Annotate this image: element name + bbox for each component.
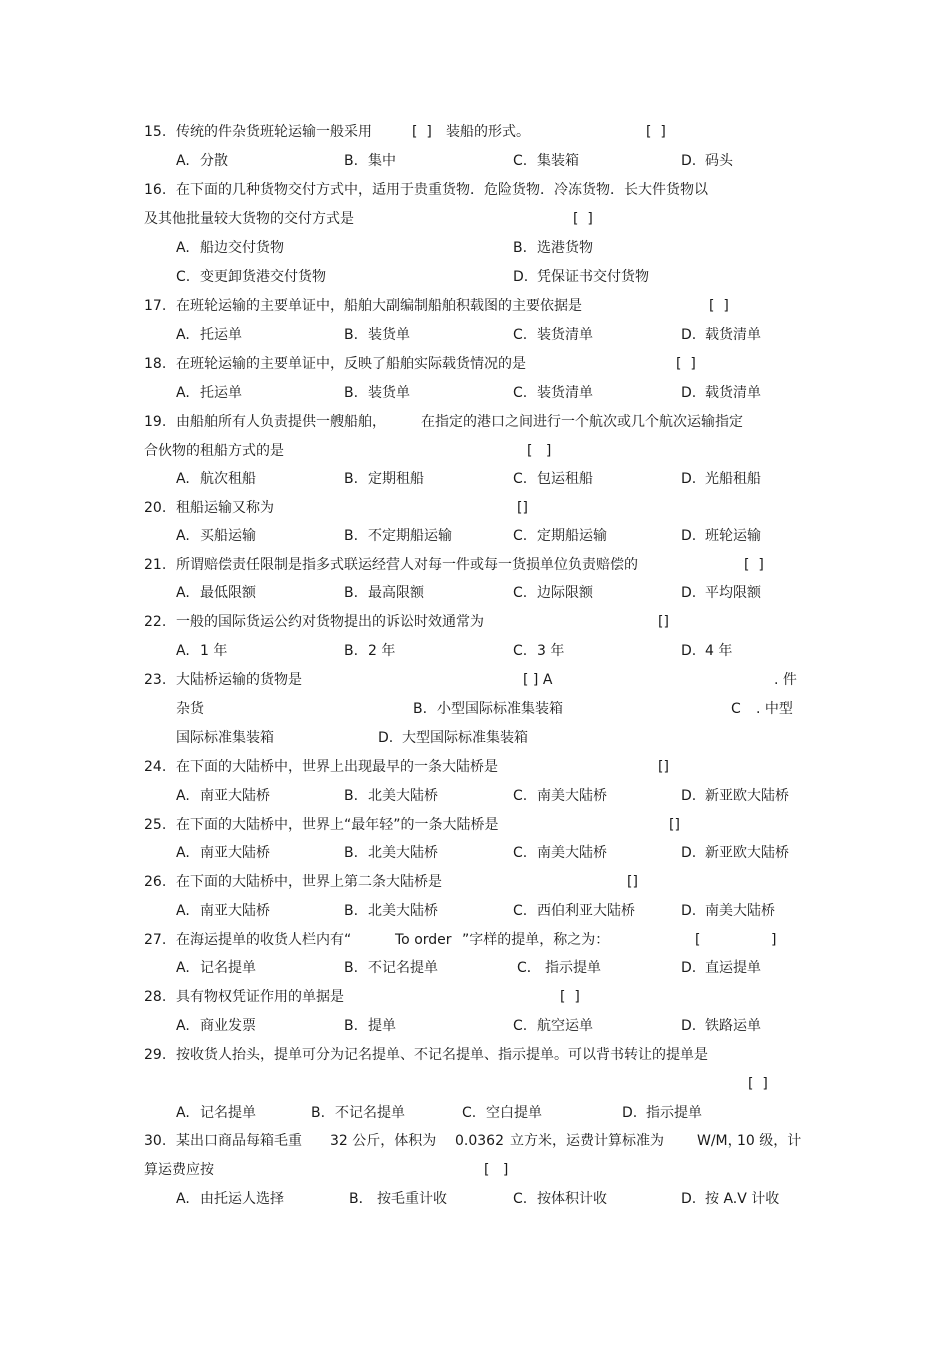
text-segment: B.	[344, 153, 359, 169]
text-segment: C.	[513, 385, 528, 401]
text-segment: 装货单	[368, 327, 410, 343]
text-segment: 光船租船	[705, 471, 761, 487]
text-segment: B.	[344, 385, 359, 401]
text-segment: 平均限额	[705, 585, 761, 601]
text-segment: 小型国际标准集装箱	[437, 701, 563, 717]
text-segment: 及其他批量较大货物的交付方式是	[144, 211, 354, 227]
text-segment: [ ]	[744, 557, 764, 573]
text-segment: [	[695, 932, 701, 948]
text-segment: ”字样的提单，称之为：	[462, 932, 610, 948]
text-segment: 装货清单	[537, 385, 593, 401]
text-segment: 1 年	[200, 643, 228, 659]
text-segment: 定期租船	[368, 471, 424, 487]
text-segment: C.	[513, 327, 528, 343]
text-segment: D.	[681, 153, 697, 169]
text-segment: 2 年	[368, 643, 396, 659]
text-segment: 15.	[144, 124, 167, 140]
text-segment: 20.	[144, 500, 167, 516]
text-segment: B.	[513, 240, 528, 256]
text-segment: 南亚大陆桥	[200, 788, 270, 804]
text-segment: . 中型	[756, 701, 793, 717]
text-segment: D.	[378, 730, 394, 746]
text-segment: A.	[176, 471, 190, 487]
text-segment: B.	[344, 845, 359, 861]
text-segment: [ ]	[527, 443, 552, 459]
text-segment: 按体积计收	[537, 1191, 607, 1207]
text-segment: []	[627, 874, 638, 890]
text-segment: []	[669, 817, 680, 833]
text-segment: D.	[681, 845, 697, 861]
text-segment: C.	[513, 643, 528, 659]
text-segment: 记名提单	[200, 960, 256, 976]
text-segment: [ ]	[412, 124, 432, 140]
text-segment: 在班轮运输的主要单证中，反映了船舶实际载货情况的是	[176, 356, 526, 372]
text-segment: To order	[395, 932, 452, 948]
text-segment: A.	[176, 1191, 190, 1207]
text-segment: D.	[681, 528, 697, 544]
text-segment: A.	[176, 585, 190, 601]
text-segment: 南亚大陆桥	[200, 903, 270, 919]
text-segment: 18.	[144, 356, 167, 372]
text-segment: B.	[344, 471, 359, 487]
text-segment: C	[731, 701, 741, 717]
text-segment: 16.	[144, 182, 167, 198]
text-segment: 南美大陆桥	[705, 903, 775, 919]
text-segment: B.	[344, 788, 359, 804]
text-segment: 航次租船	[200, 471, 256, 487]
text-segment: 最低限额	[200, 585, 256, 601]
text-segment: C.	[176, 269, 191, 285]
text-segment: D.	[681, 385, 697, 401]
text-segment: C.	[513, 903, 528, 919]
text-segment: 0.0362	[455, 1133, 504, 1149]
text-segment: A.	[176, 788, 190, 804]
text-segment: 在下面的大陆桥中，世界上第二条大陆桥是	[176, 874, 442, 890]
text-segment: 大陆桥运输的货物是	[176, 672, 302, 688]
text-segment: []	[517, 500, 528, 516]
text-segment: A.	[176, 903, 190, 919]
text-segment: 传统的件杂货班轮运输一般采用	[176, 124, 372, 140]
text-segment: 载货清单	[705, 385, 761, 401]
text-segment: A.	[176, 385, 190, 401]
text-segment: 租船运输又称为	[176, 500, 274, 516]
text-segment: 由托运人选择	[200, 1191, 284, 1207]
text-segment: 22.	[144, 614, 167, 630]
text-segment: D.	[681, 643, 697, 659]
text-segment: 在下面的大陆桥中，世界上出现最早的一条大陆桥是	[176, 759, 498, 775]
text-segment: 集装箱	[537, 153, 579, 169]
text-segment: C.	[513, 153, 528, 169]
text-segment: 杂货	[176, 701, 204, 717]
text-segment: C.	[513, 528, 528, 544]
text-segment: 在下面的大陆桥中，世界上“最年轻”的一条大陆桥是	[176, 817, 499, 833]
text-segment: [ ]	[646, 124, 666, 140]
text-segment: C.	[513, 1018, 528, 1034]
text-segment: 装船的形式。	[446, 124, 530, 140]
text-segment: . 件	[774, 672, 797, 688]
text-segment: 选港货物	[537, 240, 593, 256]
text-segment: 30.	[144, 1133, 167, 1149]
text-segment: W/M，	[697, 1133, 742, 1149]
text-segment: 空白提单	[486, 1105, 542, 1121]
text-segment: 新亚欧大陆桥	[705, 845, 789, 861]
text-segment: [ ]	[709, 298, 729, 314]
text-segment: 买船运输	[200, 528, 256, 544]
text-segment: 指示提单	[545, 960, 601, 976]
text-segment: B.	[344, 903, 359, 919]
text-segment: 19.	[144, 414, 167, 430]
text-segment: 指示提单	[646, 1105, 702, 1121]
text-segment: 24.	[144, 759, 167, 775]
text-segment: 南美大陆桥	[537, 788, 607, 804]
text-segment: 32 公斤，体积为	[330, 1133, 437, 1149]
text-segment: A.	[176, 528, 190, 544]
text-segment: 西伯利亚大陆桥	[537, 903, 635, 919]
text-segment: D.	[681, 585, 697, 601]
text-segment: 分散	[200, 153, 228, 169]
text-segment: D.	[622, 1105, 638, 1121]
text-segment: 大型国际标准集装箱	[402, 730, 528, 746]
text-segment: [ ]	[676, 356, 696, 372]
text-segment: C.	[513, 788, 528, 804]
text-segment: ]	[771, 932, 777, 948]
text-segment: C.	[462, 1105, 477, 1121]
text-segment: 南美大陆桥	[537, 845, 607, 861]
text-segment: 提单	[368, 1018, 396, 1034]
text-segment: D.	[681, 788, 697, 804]
text-segment: 所谓赔偿责任限制是指多式联运经营人对每一件或每一货损单位负责赔偿的	[176, 557, 638, 573]
text-segment: 23.	[144, 672, 167, 688]
text-segment: 不记名提单	[335, 1105, 405, 1121]
text-segment: 直运提单	[705, 960, 761, 976]
text-segment: 不记名提单	[368, 960, 438, 976]
text-segment: 一般的国际货运公约对货物提出的诉讼时效通常为	[176, 614, 484, 630]
text-segment: 国际标准集装箱	[176, 730, 274, 746]
text-segment: B.	[344, 1018, 359, 1034]
text-segment: A.	[176, 327, 190, 343]
text-segment: 新亚欧大陆桥	[705, 788, 789, 804]
text-segment: 25.	[144, 817, 167, 833]
text-segment: 在指定的港口之间进行一个航次或几个航次运输指定	[421, 414, 743, 430]
text-segment: B.	[344, 585, 359, 601]
text-segment: 26.	[144, 874, 167, 890]
text-segment: B.	[413, 701, 428, 717]
text-segment: 按 A.V 计收	[705, 1191, 780, 1207]
text-segment: 最高限额	[368, 585, 424, 601]
text-segment: C.	[513, 845, 528, 861]
text-segment: 航空运单	[537, 1018, 593, 1034]
text-segment: 班轮运输	[705, 528, 761, 544]
text-segment: 托运单	[200, 385, 242, 401]
text-segment: D.	[681, 1018, 697, 1034]
text-segment: 立方米，运费计算标准为	[510, 1133, 664, 1149]
text-segment: A.	[176, 1105, 190, 1121]
text-segment: 某出口商品每箱毛重	[176, 1133, 302, 1149]
text-segment: [ ]	[748, 1076, 768, 1092]
text-segment: A.	[176, 1018, 190, 1034]
text-segment: [ ]	[573, 211, 593, 227]
text-segment: 不定期船运输	[368, 528, 452, 544]
text-segment: 4 年	[705, 643, 733, 659]
text-segment: 合伙物的租船方式的是	[144, 443, 284, 459]
text-segment: B.	[344, 528, 359, 544]
text-segment: 由船舶所有人负责提供一艘船舶，	[176, 414, 386, 430]
text-segment: A.	[176, 960, 190, 976]
text-segment: A.	[176, 153, 190, 169]
text-segment: 按毛重计收	[377, 1191, 447, 1207]
text-segment: 托运单	[200, 327, 242, 343]
text-segment: 29.	[144, 1047, 167, 1063]
text-segment: 包运租船	[537, 471, 593, 487]
text-segment: 在下面的几种货物交付方式中，适用于贵重货物．危险货物．冷冻货物．长大件货物以	[176, 182, 708, 198]
text-segment: C.	[513, 585, 528, 601]
text-segment: 商业发票	[200, 1018, 256, 1034]
text-segment: A.	[176, 240, 190, 256]
text-segment: D.	[513, 269, 529, 285]
text-segment: 装货单	[368, 385, 410, 401]
text-segment: 3 年	[537, 643, 565, 659]
text-segment: B.	[344, 327, 359, 343]
text-segment: 装货清单	[537, 327, 593, 343]
text-segment: [ ]	[484, 1162, 509, 1178]
text-segment: B.	[311, 1105, 326, 1121]
text-segment: 记名提单	[200, 1105, 256, 1121]
text-segment: 17.	[144, 298, 167, 314]
text-segment: B.	[344, 960, 359, 976]
text-segment: C．	[517, 960, 541, 976]
text-segment: C.	[513, 471, 528, 487]
text-segment: A.	[176, 845, 190, 861]
text-segment: []	[658, 614, 669, 630]
text-segment: 具有物权凭证作用的单据是	[176, 989, 344, 1005]
text-segment: 按收货人抬头，提单可分为记名提单、不记名提单、指示提单。可以背书转让的提单是	[176, 1047, 708, 1063]
text-segment: 28.	[144, 989, 167, 1005]
text-segment: D.	[681, 960, 697, 976]
text-segment: 凭保证书交付货物	[537, 269, 649, 285]
text-segment: 北美大陆桥	[368, 788, 438, 804]
text-segment: 27.	[144, 932, 167, 948]
text-segment: 在海运提单的收货人栏内有“	[176, 932, 352, 948]
text-segment: 铁路运单	[705, 1018, 761, 1034]
text-segment: 定期船运输	[537, 528, 607, 544]
text-segment: 船边交付货物	[200, 240, 284, 256]
text-segment: D.	[681, 903, 697, 919]
text-segment: 南亚大陆桥	[200, 845, 270, 861]
text-segment: D.	[681, 471, 697, 487]
text-segment: D.	[681, 327, 697, 343]
text-segment: 码头	[705, 153, 733, 169]
text-segment: 10 级，计	[737, 1133, 802, 1149]
text-segment: 算运费应按	[144, 1162, 214, 1178]
text-segment: 21.	[144, 557, 167, 573]
text-segment: []	[658, 759, 669, 775]
text-segment: C.	[513, 1191, 528, 1207]
text-segment: [ ] A	[523, 672, 553, 688]
text-segment: 载货清单	[705, 327, 761, 343]
text-segment: A.	[176, 643, 190, 659]
text-segment: 边际限额	[537, 585, 593, 601]
text-segment: 北美大陆桥	[368, 903, 438, 919]
text-segment: 北美大陆桥	[368, 845, 438, 861]
text-segment: B．	[349, 1191, 373, 1207]
text-segment: [ ]	[560, 989, 580, 1005]
text-segment: B.	[344, 643, 359, 659]
text-segment: 集中	[368, 153, 396, 169]
text-segment: 在班轮运输的主要单证中，船舶大副编制船舶积载图的主要依据是	[176, 298, 582, 314]
text-segment: D.	[681, 1191, 697, 1207]
text-segment: 变更卸货港交付货物	[200, 269, 326, 285]
